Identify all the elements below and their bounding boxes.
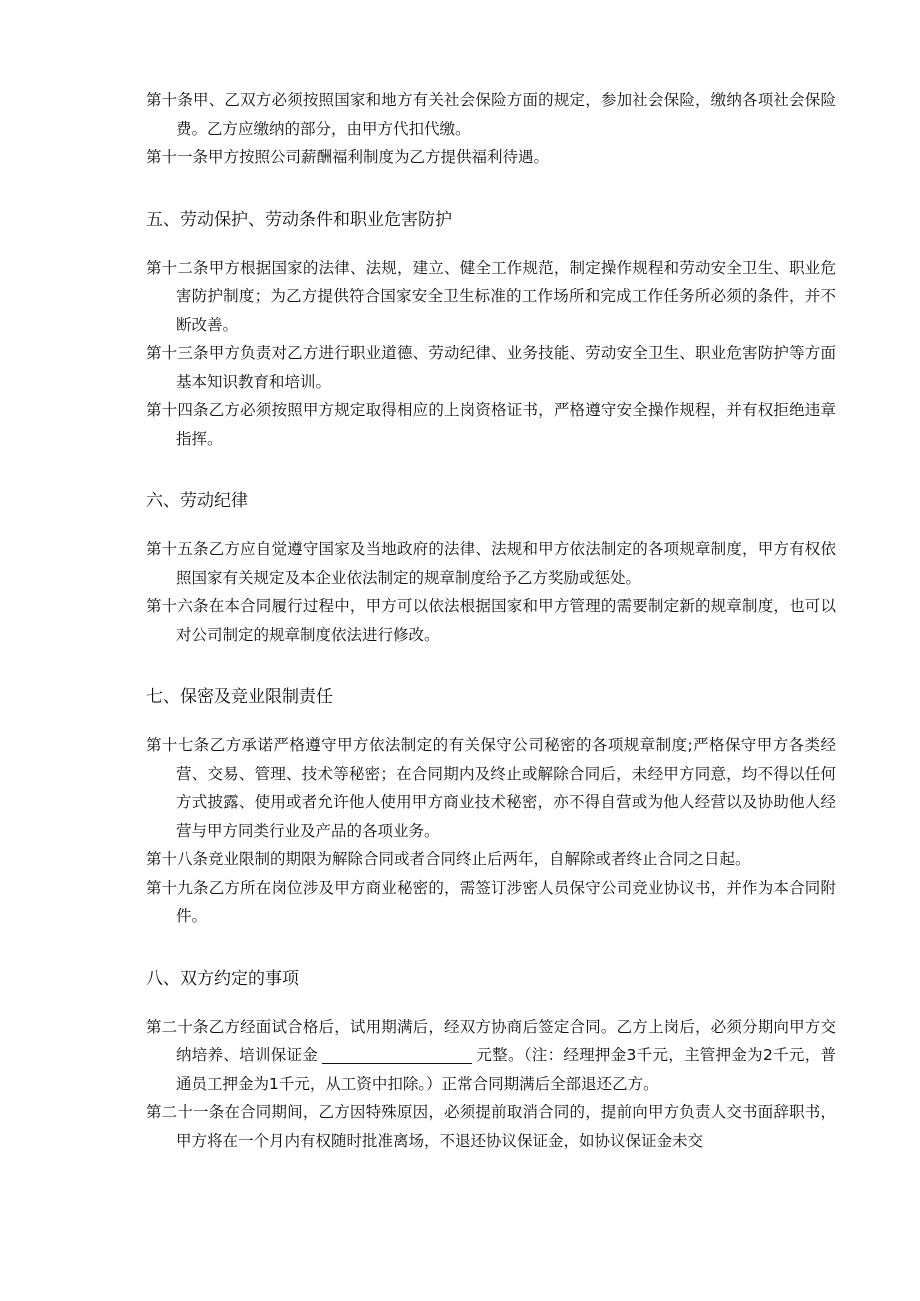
article-17: 第十七条乙方承诺严格遵守甲方依法制定的有关保守公司秘密的各项规章制度;严格保守甲方各类经营、交易、管理、技术等秘密；在合同期内及终止或解除合同后，未经甲方同意，均不得以任何方式披露、使用或者允许他人使用甲方商业技术秘密，亦不得自营或为他人经营以及协助他人经营与甲方同类行业及产品的各项业务。: [146, 736, 836, 840]
article-12: 第十二条甲方根据国家的法律、法规，建立、健全工作规范，制定操作规程和劳动安全卫生、职业危害防护制度；为乙方提供符合国家安全卫生标准的工作场所和完成工作任务所必须的条件，并不断改善。: [146, 258, 836, 334]
document-page: [146, 86, 836, 1155]
article-18: 第十八条竞业限制的期限为解除合同或者合同终止后两年，自解除或者终止合同之日起。: [146, 850, 751, 868]
section-heading-5: 五、劳动保护、劳动条件和职业危害防护: [146, 209, 452, 230]
article-20-text-after: 元整。（注：经理押金3千元，主管押金为2千元，普通员工押金为1千元，从工资中扣除。）正常合同期满后全部退还乙方。: [176, 1046, 836, 1093]
article-20: [146, 1013, 836, 1099]
article-21: 第二十一条在合同期间，乙方因特殊原因，必须提前取消合同的，提前向甲方负责人交书面辞职书，甲方将在一个月内有权随时批准离场，不退还协议保证金，如协议保证金未交: [146, 1103, 836, 1150]
article-14: 第十四条乙方必须按照甲方规定取得相应的上岗资格证书，严格遵守安全操作规程，并有权拒绝违章指挥。: [146, 401, 836, 448]
section-heading-6: 六、劳动纪律: [146, 491, 248, 511]
article-10: 第十条甲、乙双方必须按照国家和地方有关社会保险方面的规定，参加社会保险，缴纳各项社会保险费。乙方应缴纳的部分，由甲方代扣代缴。: [146, 91, 836, 138]
deposit-amount-blank: [322, 1045, 472, 1064]
article-15: 第十五条乙方应自觉遵守国家及当地政府的法律、法规和甲方依法制定的各项规章制度，甲方有权依照国家有关规定及本企业依法制定的规章制度给予乙方奖励或惩处。: [146, 540, 836, 587]
article-19: 第十九条乙方所在岗位涉及甲方商业秘密的，需签订涉密人员保守公司竞业协议书，并作为本合同附件。: [146, 878, 836, 925]
article-11: 第十一条甲方按照公司薪酬福利制度为乙方提供福利待遇。: [146, 148, 550, 166]
section-heading-8: 八、双方约定的事项: [146, 968, 299, 989]
article-16: 第十六条在本合同履行过程中，甲方可以依法根据国家和甲方管理的需要制定新的规章制度，也可以对公司制定的规章制度依法进行修改。: [146, 597, 836, 644]
article-13: 第十三条甲方负责对乙方进行职业道德、劳动纪律、业务技能、劳动安全卫生、职业危害防护等方面基本知识教育和培训。: [146, 344, 836, 391]
section-heading-7: 七、保密及竞业限制责任: [146, 687, 333, 707]
article-20-text-before: 第二十条乙方经面试合格后，试用期满后，经双方协商后签定合同。乙方上岗后，必须分期向甲方交纳培养、培训保证金: [146, 1017, 836, 1064]
